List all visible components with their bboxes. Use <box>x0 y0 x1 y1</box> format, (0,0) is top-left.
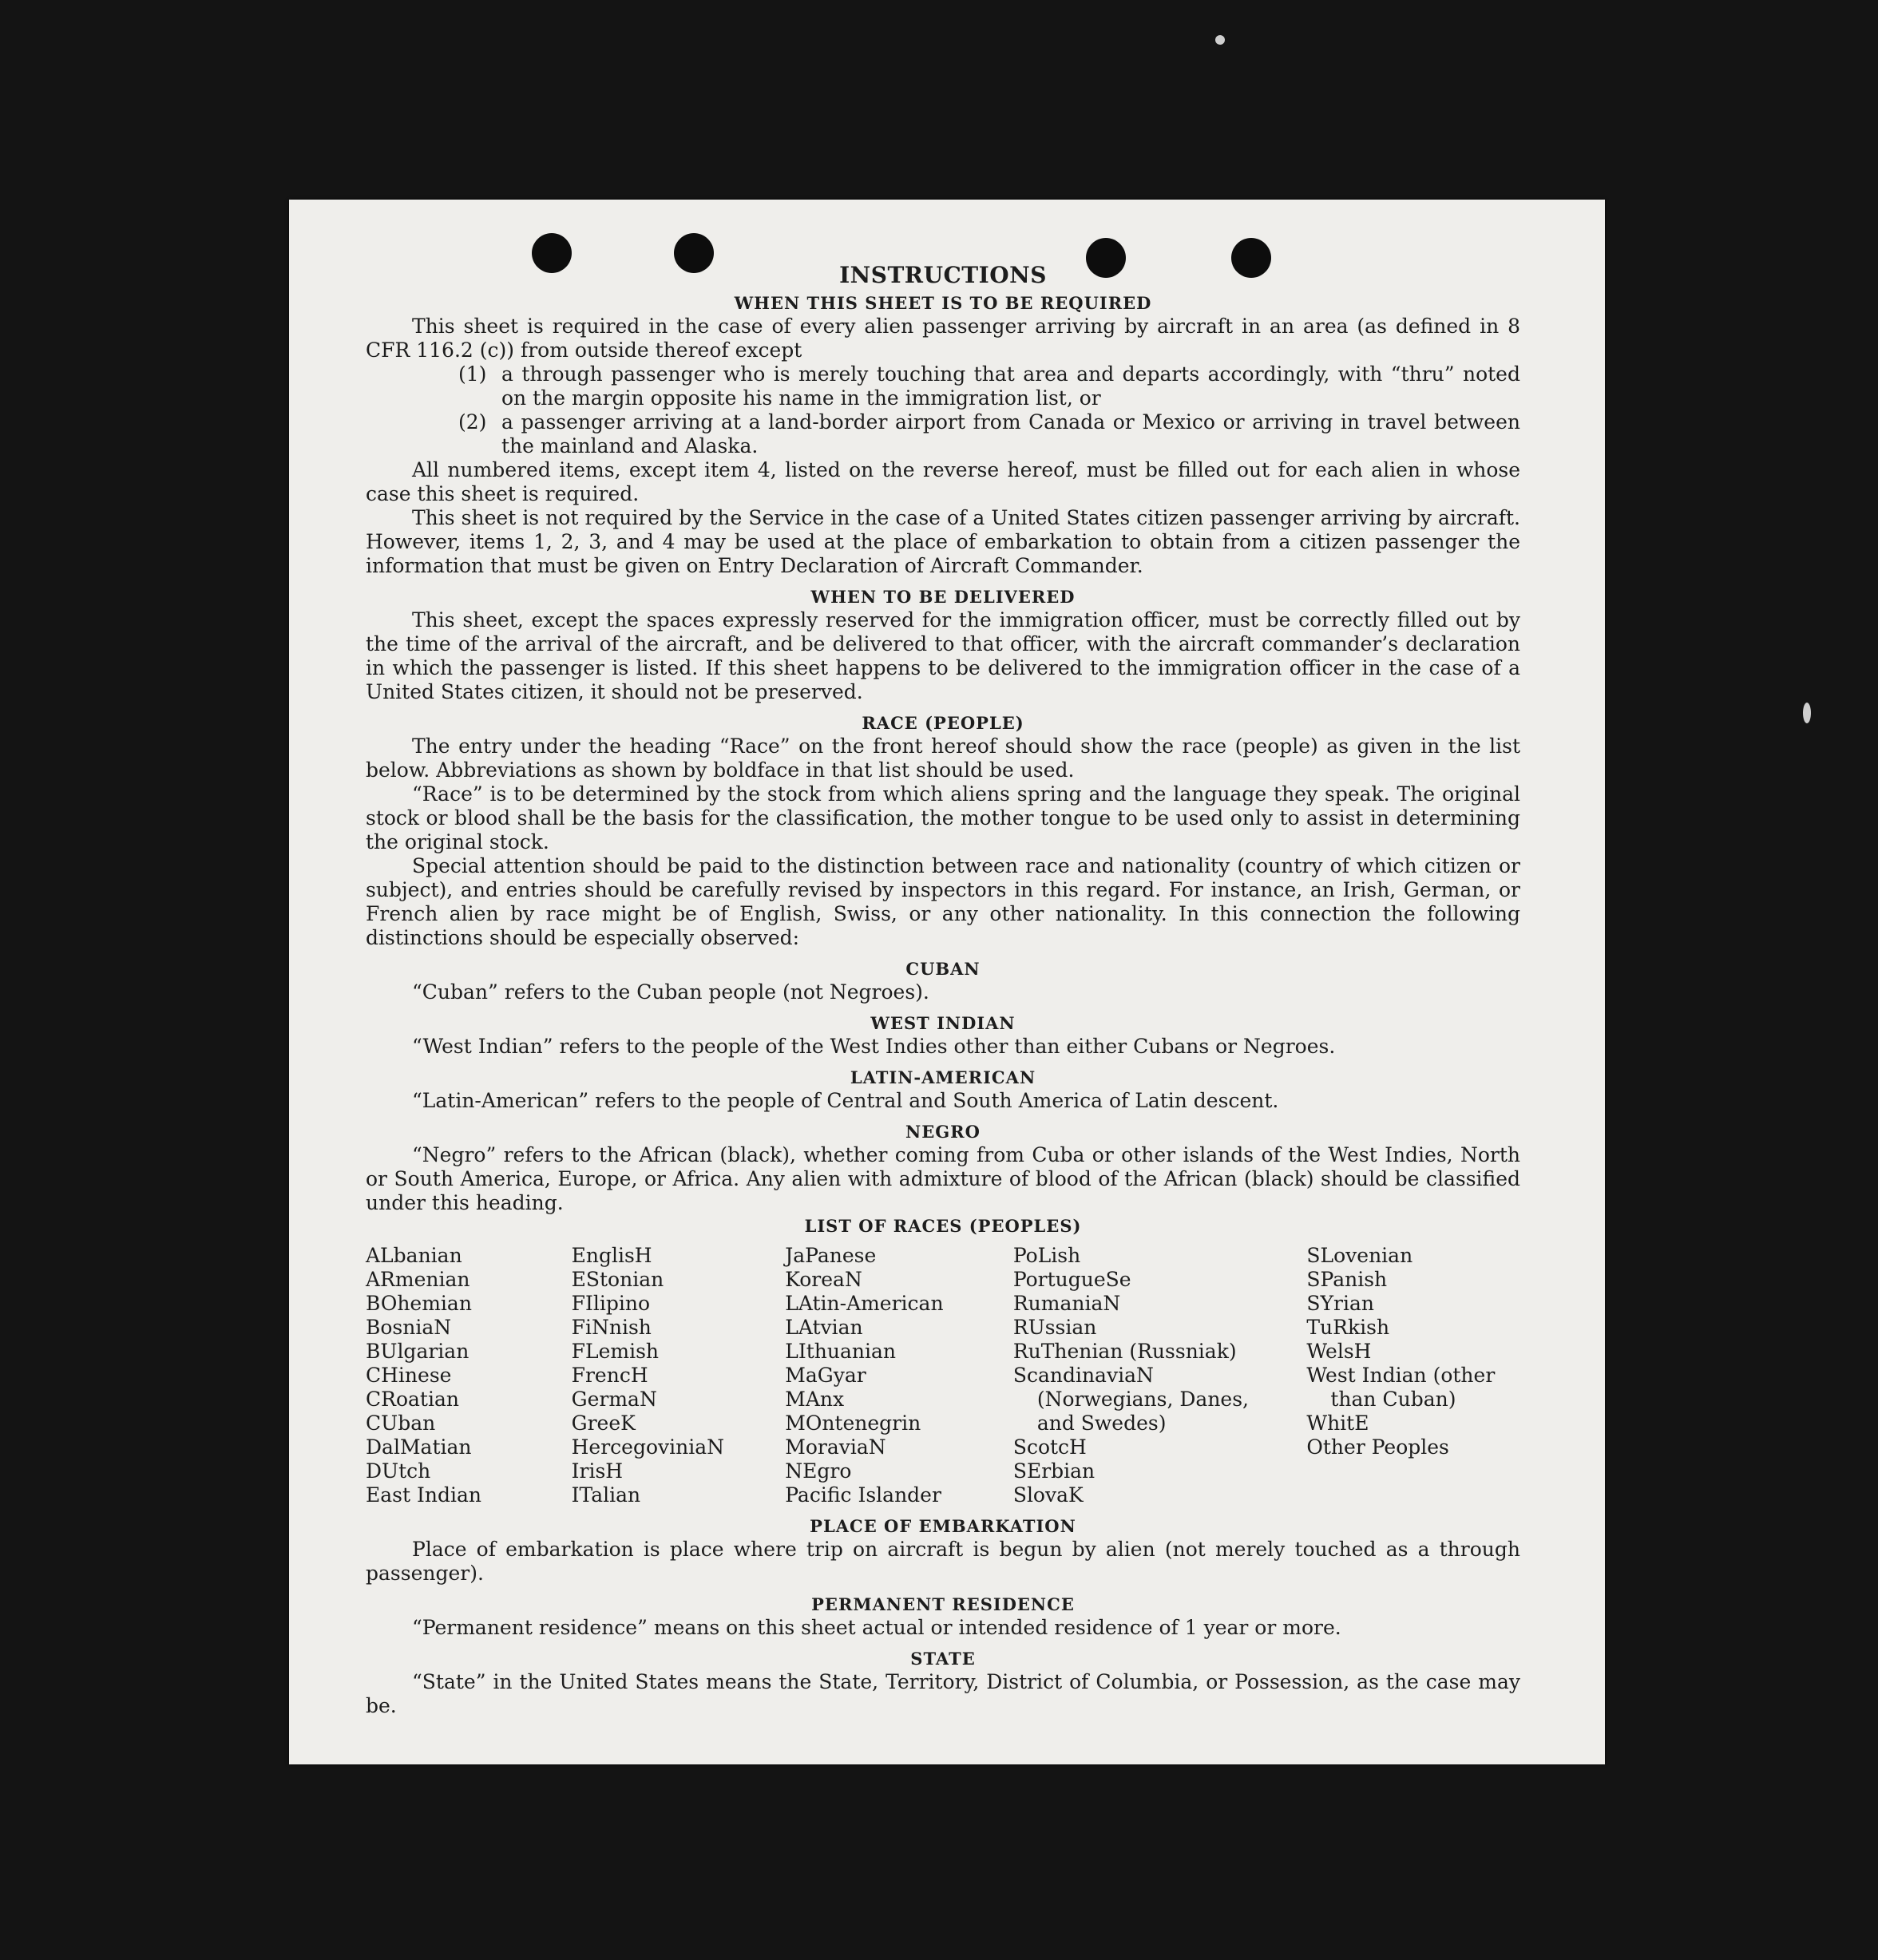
races-column <box>785 1244 1013 1507</box>
race-entry: WelsH <box>1306 1340 1372 1363</box>
race-entry: BUlgarian <box>366 1340 470 1363</box>
negro-definition: “Negro” refers to the African (black), whether coming from Cuba or other islands of the West Indies, North or South America, Europe, or Africa. Any alien with admixture of blood of the African (black) should be classified under this heading. <box>366 1143 1520 1214</box>
races-column <box>1306 1244 1520 1507</box>
race-entry: ScandinaviaN (Norwegians, Danes, and Swedes) <box>1012 1364 1249 1435</box>
page-title: INSTRUCTIONS <box>839 262 1047 288</box>
required-paragraph-3: This sheet is not required by the Service in the case of a United States citizen passenger arriving by aircraft. However, items 1, 2, 3, and 4 may be used at the place of embarkation to obtain from a citizen passenger the information that must be given on Entry Declaration of Aircraft Commander. <box>366 506 1520 577</box>
race-entry: CRoatian <box>366 1388 459 1411</box>
race-paragraph-3: Special attention should be paid to the distinction between race and nationality (country of which citizen or subject), and entries should be carefully revised by inspectors in this regard. For instance, an Irish, German, or French alien by race might be of English, Swiss, or any other nationality. In this connection the following distinctions should be especially observed: <box>366 854 1520 949</box>
race-entry: ScotcH <box>1012 1435 1087 1459</box>
race-entry: SLovenian <box>1306 1244 1413 1267</box>
exception-item-text: a through passenger who is merely touching that area and departs accordingly, with “thru” noted on the margin opposite his name in the immigration list, or <box>501 362 1520 410</box>
film-speck <box>1215 35 1225 45</box>
race-entry: East Indian <box>366 1483 481 1507</box>
race-entry: KoreaN <box>785 1268 862 1291</box>
exception-item-text: a passenger arriving at a land-border airport from Canada or Mexico or arriving in travel between the mainland and Alaska. <box>501 410 1520 457</box>
race-entry: EnglisH <box>571 1244 652 1267</box>
race-entry: HercegoviniaN <box>571 1435 725 1459</box>
embarkation-definition: Place of embarkation is place where trip on aircraft is begun by alien (not merely touched as a through passenger). <box>366 1538 1520 1585</box>
section-heading-races-list: LIST OF RACES (PEOPLES) <box>804 1216 1082 1236</box>
race-entry: GreeK <box>571 1412 636 1435</box>
section-heading-negro: NEGRO <box>905 1122 981 1142</box>
state-definition: “State” in the United States means the State, Territory, District of Columbia, or Possession, as the case may be. <box>366 1670 1520 1717</box>
race-entry: DalMatian <box>366 1435 472 1459</box>
residence-definition: “Permanent residence” means on this sheet actual or intended residence of 1 year or more. <box>412 1616 1341 1639</box>
race-entry: MOntenegrin <box>785 1412 921 1435</box>
race-entry: BosniaN <box>366 1316 452 1339</box>
race-entry: SYrian <box>1306 1292 1374 1315</box>
instruction-sheet <box>289 200 1605 1764</box>
race-entry: ARmenian <box>366 1268 470 1291</box>
race-entry: Pacific Islander <box>785 1483 941 1507</box>
race-entry: PortugueSe <box>1012 1268 1131 1291</box>
section-heading-required: WHEN THIS SHEET IS TO BE REQUIRED <box>734 293 1152 313</box>
delivered-paragraph: This sheet, except the spaces expressly reserved for the immigration officer, must be correctly filled out by the time of the arrival of the aircraft, and be delivered to that officer, with the aircraft commander’s declaration in which the passenger is listed. If this sheet happens to be delivered to the immigration officer in the case of a United States citizen, it should not be preserved. <box>366 608 1520 703</box>
race-entry: ALbanian <box>366 1244 462 1267</box>
exception-item <box>458 410 1520 458</box>
section-heading-cuban: CUBAN <box>905 959 981 979</box>
race-entry: MAnx <box>785 1388 845 1411</box>
race-entry: EStonian <box>571 1268 664 1291</box>
race-entry: GermaN <box>571 1388 657 1411</box>
race-entry: FrencH <box>571 1364 648 1387</box>
section-heading-race: RACE (PEOPLE) <box>862 713 1024 733</box>
west-indian-definition: “West Indian” refers to the people of the West Indies other than either Cubans or Negroes. <box>412 1035 1336 1058</box>
required-paragraph-2: All numbered items, except item 4, listed on the reverse hereof, must be filled out for each alien in whose case this sheet is required. <box>366 458 1520 505</box>
required-paragraph-1: This sheet is required in the case of every alien passenger arriving by aircraft in an area (as defined in 8 CFR 116.2 (c)) from outside thereof except <box>366 315 1520 362</box>
race-entry: SPanish <box>1306 1268 1388 1291</box>
exception-item-number: (2) <box>458 410 487 434</box>
race-entry: LAtvian <box>785 1316 863 1339</box>
race-entry: IrisH <box>571 1459 624 1483</box>
section-heading-residence: PERMANENT RESIDENCE <box>811 1594 1075 1614</box>
instructions-content <box>366 262 1520 1718</box>
races-list <box>366 1244 1520 1507</box>
race-entry: WhitE <box>1306 1412 1369 1435</box>
race-entry: CHinese <box>366 1364 452 1387</box>
race-entry: RuThenian (Russniak) <box>1012 1340 1237 1363</box>
race-entry: CUban <box>366 1412 436 1435</box>
race-entry: RUssian <box>1012 1316 1097 1339</box>
race-entry: LAtin-American <box>785 1292 944 1315</box>
race-entry: SErbian <box>1012 1459 1096 1483</box>
race-paragraph-2: “Race” is to be determined by the stock from which aliens spring and the language they speak. The original stock or blood shall be the basis for the classification, the mother tongue to be used only to assist in determining the original stock. <box>366 782 1520 853</box>
race-entry: FLemish <box>571 1340 659 1363</box>
race-entry: MaGyar <box>785 1364 866 1387</box>
section-heading-latin-american: LATIN-AMERICAN <box>850 1067 1036 1087</box>
section-heading-embarkation: PLACE OF EMBARKATION <box>810 1516 1076 1536</box>
race-entry: Other Peoples <box>1306 1435 1449 1459</box>
exception-item-number: (1) <box>458 362 487 386</box>
latin-american-definition: “Latin-American” refers to the people of Central and South America of Latin descent. <box>412 1089 1279 1112</box>
race-entry: FIlipino <box>571 1292 650 1315</box>
races-column <box>1013 1244 1253 1507</box>
film-speck <box>1803 703 1811 723</box>
race-entry: TuRkish <box>1306 1316 1390 1339</box>
section-heading-west-indian: WEST INDIAN <box>870 1013 1016 1033</box>
race-entry: FiNnish <box>571 1316 652 1339</box>
race-entry: BOhemian <box>366 1292 472 1315</box>
section-heading-state: STATE <box>910 1649 976 1669</box>
race-entry: LIthuanian <box>785 1340 896 1363</box>
race-entry: RumaniaN <box>1012 1292 1121 1315</box>
race-entry: ITalian <box>571 1483 641 1507</box>
race-entry: JaPanese <box>785 1244 877 1267</box>
races-column <box>366 1244 572 1507</box>
races-column <box>572 1244 786 1507</box>
race-entry: MoraviaN <box>785 1435 886 1459</box>
race-entry: PoLish <box>1012 1244 1081 1267</box>
exception-list <box>366 362 1520 458</box>
race-paragraph-1: The entry under the heading “Race” on the front hereof should show the race (people) as given in the list below. Abbreviations as shown by boldface in that list should be used. <box>366 735 1520 782</box>
race-entry: SlovaK <box>1012 1483 1084 1507</box>
cuban-definition: “Cuban” refers to the Cuban people (not Negroes). <box>412 980 929 1004</box>
race-entry: DUtch <box>366 1459 431 1483</box>
section-heading-delivered: WHEN TO BE DELIVERED <box>810 587 1076 607</box>
race-entry: West Indian (other than Cuban) <box>1306 1364 1496 1411</box>
race-entry: NEgro <box>785 1459 852 1483</box>
exception-item <box>458 362 1520 410</box>
